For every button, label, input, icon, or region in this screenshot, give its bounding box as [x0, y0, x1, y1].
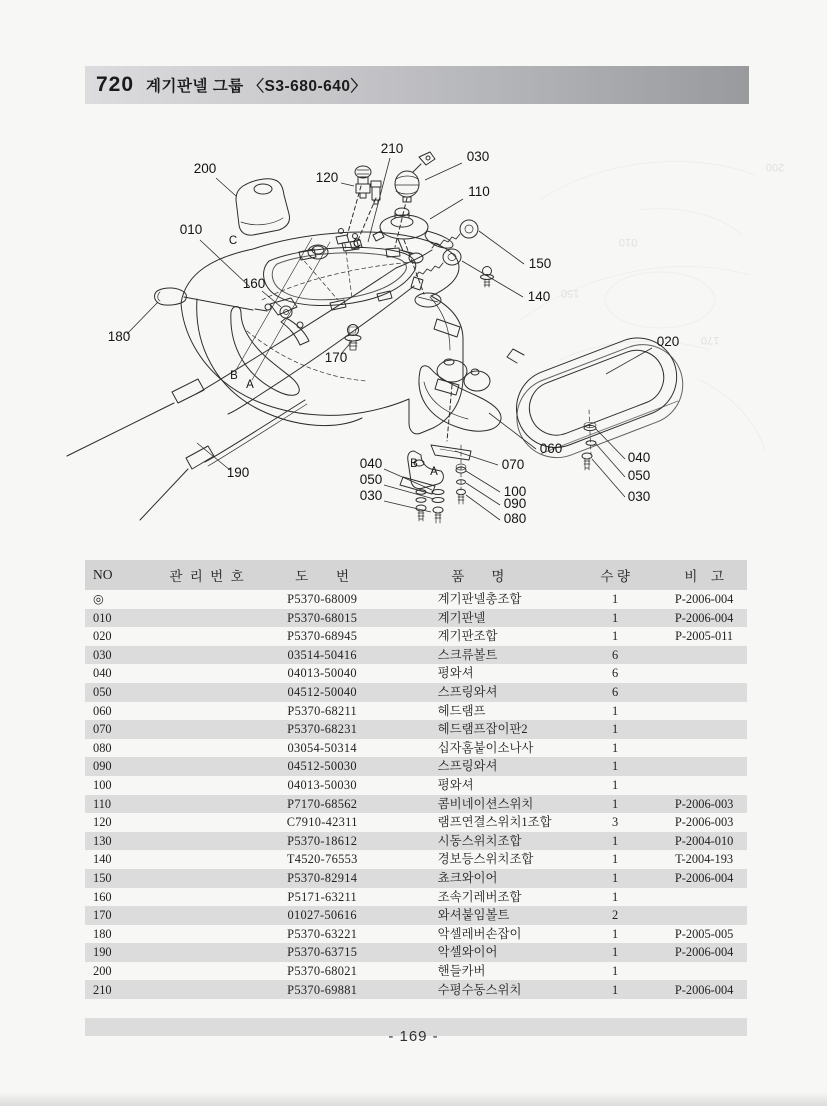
cell-dwg: 04512-50030	[257, 757, 388, 776]
cell-mgmt	[158, 980, 257, 999]
cell-name: 계기판조합	[437, 629, 498, 644]
callout-040-20: 040	[627, 450, 651, 465]
ghost-label-1: 150	[560, 287, 580, 299]
cell-qty: 1	[612, 703, 619, 718]
cell-qty: 1	[569, 869, 661, 888]
leader-line-030-22	[592, 459, 625, 497]
cell-mgmt	[158, 832, 257, 851]
cell-no: 040	[93, 666, 112, 681]
callout-200-0: 200	[193, 161, 217, 176]
cell-no: 070	[85, 720, 158, 739]
cell-rem	[661, 906, 747, 925]
leader-line-140-7	[462, 261, 523, 297]
callout-070-13: 070	[501, 457, 525, 472]
cell-name: 콤비네이션스위치	[388, 795, 569, 814]
callout-120-2: 120	[315, 170, 339, 185]
cell-dwg: P5370-63221	[287, 926, 358, 941]
callout-060-12: 060	[539, 441, 563, 456]
cell-rem: P-2005-005	[674, 926, 734, 941]
callout-180-9: 180	[107, 329, 131, 344]
cell-no: 050	[85, 683, 158, 702]
cell-rem: P-2006-004	[674, 592, 734, 607]
cell-no: ◎	[93, 592, 104, 607]
cell-qty: 1	[612, 629, 619, 644]
ghost-label-0: 010	[618, 236, 638, 248]
ghost-label-3: 200	[765, 161, 785, 173]
cell-dwg: P7170-68562	[257, 795, 388, 814]
cell-dwg: P5370-68015	[257, 609, 388, 628]
cell-dwg: T4520-76553	[286, 852, 358, 867]
leader-line-110-5	[430, 199, 463, 219]
table-row	[85, 646, 747, 665]
table-row	[85, 720, 747, 739]
cell-rem	[661, 702, 747, 721]
cell-name: 평와셔	[437, 666, 474, 681]
cell-qty: 1	[569, 943, 661, 962]
parts-table-body	[85, 590, 747, 1036]
cell-dwg: C7910-42311	[286, 815, 358, 830]
cell-name: 와셔붙임볼트	[388, 906, 569, 925]
cell-qty: 1	[569, 795, 661, 814]
ref-letter-C-1: C	[352, 238, 362, 250]
callout-030-19: 030	[359, 488, 383, 503]
callout-100-14: 100	[503, 484, 527, 499]
cell-rem: P-2006-004	[661, 980, 747, 999]
cell-no: 010	[85, 609, 158, 628]
cell-qty: 1	[569, 720, 661, 739]
cell-name: 스프링와셔	[388, 757, 569, 776]
cell-qty: 1	[569, 832, 661, 851]
cell-dwg: P5370-68211	[287, 703, 358, 718]
page-number: - 169 -	[388, 1028, 439, 1045]
cell-name: 헤드램프잡이판2	[388, 720, 569, 739]
table-row	[85, 757, 747, 776]
callout-160-8: 160	[242, 276, 266, 291]
leader-line-180-9	[127, 302, 158, 334]
cell-rem: P-2006-004	[661, 869, 747, 888]
cell-name: 시동스위치조합	[388, 832, 569, 851]
cell-qty: 1	[569, 980, 661, 999]
cell-rem: P-2006-004	[661, 609, 747, 628]
ref-letter-B-4: B	[410, 458, 418, 470]
cell-mgmt	[158, 646, 257, 665]
cell-mgmt	[158, 962, 257, 981]
col-header-name: 품 명	[388, 560, 569, 590]
cell-mgmt	[158, 925, 257, 944]
table-row	[85, 664, 747, 683]
callout-050-18: 050	[359, 472, 383, 487]
ref-letter-C-0: C	[228, 235, 238, 247]
col-header-mgmt: 관 리 번 호	[158, 560, 257, 590]
leader-line-150-6	[479, 231, 524, 264]
cell-name: 악셀레버손잡이	[437, 926, 522, 941]
leader-line-190-23	[197, 443, 230, 470]
cell-qty: 1	[569, 609, 661, 628]
ghost-label-2: 170	[700, 334, 720, 346]
cell-mgmt	[158, 906, 257, 925]
callout-110-5: 110	[468, 184, 490, 199]
cell-name: 쵸크와이어	[388, 869, 569, 888]
callout-010-1: 010	[179, 222, 203, 237]
callout-030-4: 030	[466, 149, 490, 164]
cell-mgmt	[158, 739, 257, 758]
leader-line-080-16	[466, 495, 500, 520]
cell-rem: P-2006-003	[661, 795, 747, 814]
table-row	[85, 795, 747, 814]
cell-dwg: P5171-63211	[287, 889, 358, 904]
table-row	[85, 702, 747, 721]
parts-table	[85, 560, 747, 1036]
table-row	[85, 869, 747, 888]
table-filler-row	[85, 999, 747, 1018]
col-header-rem: 비 고	[661, 560, 747, 590]
cell-rem	[661, 664, 747, 683]
cell-dwg: 03054-50314	[287, 740, 357, 755]
cell-qty: 6	[569, 646, 661, 665]
cell-qty: 1	[569, 757, 661, 776]
cell-rem: P-2006-004	[661, 943, 747, 962]
cell-rem	[661, 739, 747, 758]
table-row	[85, 888, 747, 907]
cell-mgmt	[158, 813, 257, 832]
cell-qty: 1	[612, 852, 619, 867]
cell-no: 130	[85, 832, 158, 851]
cell-dwg: P5370-68945	[287, 629, 358, 644]
cell-name: 헤드램프	[437, 703, 486, 718]
col-header-dwg: 도 번	[257, 560, 388, 590]
cell-mgmt	[158, 757, 257, 776]
col-header-qty: 수 량	[569, 560, 661, 590]
table-row	[85, 962, 747, 981]
cell-name: 조속기레버조합	[437, 889, 522, 904]
cell-qty: 1	[612, 889, 619, 904]
section-header-bar	[85, 66, 749, 104]
cell-mgmt	[158, 869, 257, 888]
cell-no: 110	[85, 795, 158, 814]
table-row	[85, 906, 747, 925]
leader-line-050-21	[596, 444, 625, 477]
table-row	[85, 739, 747, 758]
section-title: 계기판넬 그룹 〈S3-680-640〉	[146, 78, 367, 95]
callout-190-23: 190	[226, 465, 250, 480]
table-row	[85, 925, 747, 944]
exploded-parts-diagram	[0, 130, 827, 560]
cell-name: 스프링와셔	[388, 683, 569, 702]
cell-no: 090	[85, 757, 158, 776]
leader-line-030-19	[384, 501, 431, 512]
cell-dwg: 01027-50616	[257, 906, 388, 925]
cell-no: 120	[93, 815, 112, 830]
cell-no: 200	[93, 963, 112, 978]
cell-qty: 2	[569, 906, 661, 925]
cell-dwg: 04512-50040	[257, 683, 388, 702]
cell-rem	[661, 962, 747, 981]
cell-dwg: P5370-63715	[257, 943, 388, 962]
cell-mgmt	[158, 627, 257, 646]
cell-rem: P-2004-010	[661, 832, 747, 851]
cell-no: 210	[85, 980, 158, 999]
cell-dwg: P5370-68231	[257, 720, 388, 739]
table-row	[85, 683, 747, 702]
callout-020-11: 020	[656, 334, 680, 349]
callout-090-15: 090	[503, 496, 527, 511]
cell-dwg: P5370-68009	[287, 592, 358, 607]
cell-dwg: P5370-18612	[257, 832, 388, 851]
cell-rem	[661, 888, 747, 907]
table-row	[85, 832, 747, 851]
cell-mgmt	[158, 702, 257, 721]
leader-line-070-13	[455, 451, 498, 465]
leader-line-030-4	[425, 163, 462, 180]
cell-no: 140	[93, 852, 112, 867]
cell-mgmt	[158, 888, 257, 907]
cell-mgmt	[158, 590, 257, 609]
cell-qty: 1	[612, 778, 619, 793]
callout-080-16: 080	[503, 511, 527, 526]
cell-mgmt	[158, 850, 257, 869]
callout-030-22: 030	[627, 489, 651, 504]
ref-letter-B-2: B	[230, 370, 238, 382]
cell-dwg: P5370-82914	[257, 869, 388, 888]
cell-rem	[661, 646, 747, 665]
leader-line-090-15	[466, 483, 500, 505]
cell-dwg: P5370-68021	[287, 963, 358, 978]
cell-rem: P-2005-011	[675, 629, 734, 644]
table-row	[85, 609, 747, 628]
cell-name: 램프연결스위치1조합	[437, 815, 552, 830]
table-row	[85, 943, 747, 962]
cell-qty: 6	[612, 666, 619, 681]
table-row	[85, 850, 747, 869]
leader-line-100-14	[466, 471, 500, 492]
cell-no: 020	[93, 629, 112, 644]
callout-050-21: 050	[627, 468, 651, 483]
table-row	[85, 627, 747, 646]
parts-table-header	[85, 560, 747, 590]
leader-line-160-8	[262, 291, 281, 307]
cell-qty: 3	[612, 815, 619, 830]
page-bleedthrough	[520, 161, 765, 450]
cell-name: 십자홈붙이소나사	[437, 740, 534, 755]
cell-mgmt	[158, 683, 257, 702]
cell-name: 핸들카버	[437, 963, 486, 978]
cell-qty: 1	[612, 926, 619, 941]
cell-dwg: 03514-50416	[257, 646, 388, 665]
cell-name: 스크류볼트	[388, 646, 569, 665]
table-row	[85, 590, 747, 609]
cell-no: 150	[85, 869, 158, 888]
cell-qty: 1	[612, 592, 619, 607]
callout-040-17: 040	[359, 456, 383, 471]
cell-name: 평와셔	[437, 778, 474, 793]
table-row	[85, 980, 747, 999]
cell-mgmt	[158, 795, 257, 814]
filler-cell	[85, 999, 747, 1018]
callout-170-10: 170	[324, 350, 348, 365]
cell-name: 수평수동스위치	[388, 980, 569, 999]
table-row	[85, 813, 747, 832]
leader-line-120-2	[341, 183, 354, 186]
cell-name: 계기판넬총조합	[437, 592, 522, 607]
cell-mgmt	[158, 776, 257, 795]
cell-dwg: 04013-50040	[287, 666, 357, 681]
cell-mgmt	[158, 664, 257, 683]
callout-150-6: 150	[528, 256, 552, 271]
cell-name: 악셀와이어	[388, 943, 569, 962]
table-row	[85, 776, 747, 795]
cell-mgmt	[158, 720, 257, 739]
ref-letter-A-5: A	[430, 466, 438, 478]
callout-140-7: 140	[527, 289, 551, 304]
cell-rem	[661, 776, 747, 795]
cell-rem	[661, 757, 747, 776]
cell-dwg: 04013-50030	[287, 778, 357, 793]
section-number: 720	[96, 73, 135, 96]
cell-dwg: P5370-69881	[257, 980, 388, 999]
cell-rem	[661, 683, 747, 702]
cell-rem: T-2004-193	[675, 852, 734, 867]
cell-no: 100	[93, 778, 112, 793]
cell-no: 030	[85, 646, 158, 665]
cell-qty: 1	[612, 740, 619, 755]
cell-rem	[661, 720, 747, 739]
ref-letter-A-3: A	[246, 379, 254, 391]
callout-210-3: 210	[380, 141, 404, 156]
col-header-no: NO	[85, 560, 158, 590]
cell-mgmt	[158, 609, 257, 628]
cell-qty: 6	[569, 683, 661, 702]
cell-name: 경보등스위치조합	[437, 852, 534, 867]
leader-line-200-0	[216, 178, 236, 196]
cell-no: 190	[85, 943, 158, 962]
cell-rem: P-2006-003	[674, 815, 734, 830]
cell-mgmt	[158, 943, 257, 962]
cell-no: 180	[93, 926, 112, 941]
leader-line-060-12	[489, 413, 536, 449]
cell-no: 080	[93, 740, 112, 755]
cell-qty: 1	[612, 963, 619, 978]
cell-no: 160	[93, 889, 112, 904]
cell-name: 계기판넬	[388, 609, 569, 628]
cell-no: 170	[85, 906, 158, 925]
cell-no: 060	[93, 703, 112, 718]
